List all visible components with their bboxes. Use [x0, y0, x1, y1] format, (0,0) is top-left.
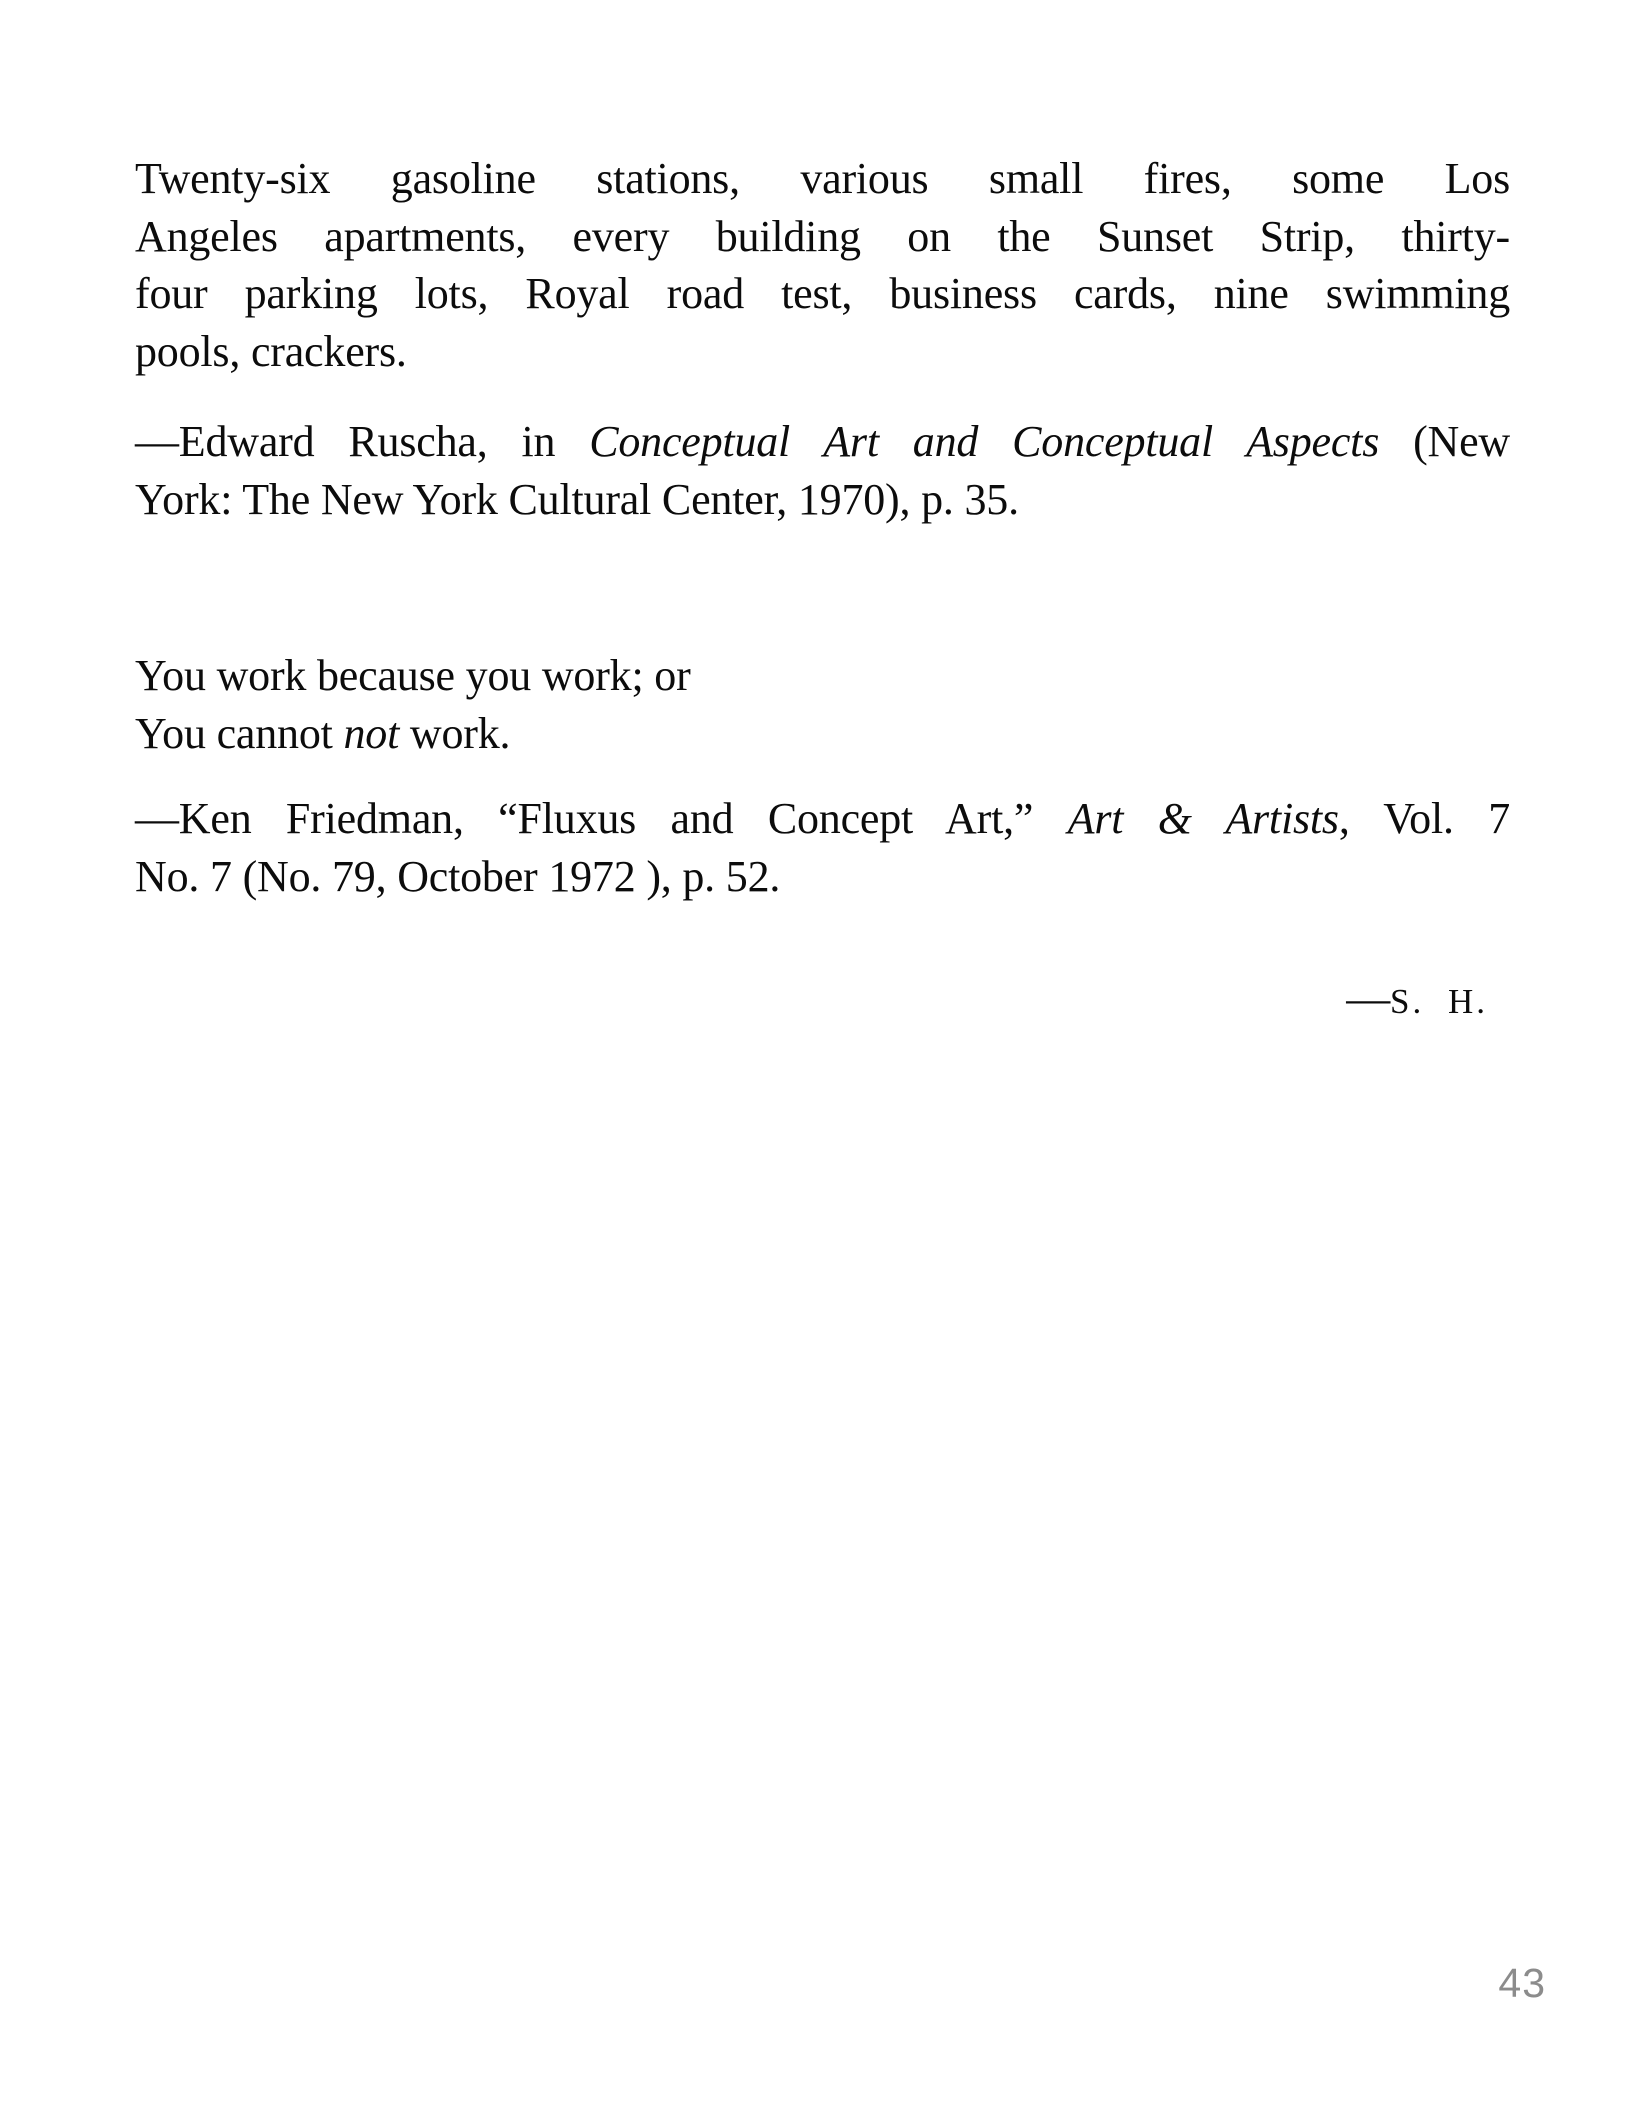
attribution-ruscha	[135, 413, 1510, 528]
signature-dash: —	[1346, 974, 1390, 1023]
attribution-line	[135, 790, 1510, 848]
attribution-line: No. 7 (No. 79, October 1972 ), p. 52.	[135, 851, 781, 901]
quote-text: work.	[399, 708, 511, 758]
quote-line: Twenty-six gasoline stations, various small fires, some Los	[135, 154, 1510, 203]
quote-line: You work because you work; or	[135, 651, 691, 700]
attribution-text: —Edward Ruscha, in	[135, 417, 590, 466]
attribution-text: , Vol. 7	[1338, 794, 1511, 843]
book-title-italic: Conceptual Art and Conceptual Aspects	[589, 417, 1380, 466]
quote-text: You cannot	[135, 708, 344, 758]
quote-line: four parking lots, Royal road test, business cards, nine swimming	[135, 269, 1510, 318]
attribution-text: —Ken Friedman, “Fluxus and Concept Art,”	[135, 794, 1068, 843]
journal-title-italic: Art & Artists	[1067, 794, 1339, 843]
signature-initials: S. H.	[1390, 982, 1488, 1021]
epigraph-quote-ruscha	[135, 150, 1510, 380]
quote-line	[135, 705, 1510, 763]
quote-line: pools, crackers.	[135, 326, 407, 376]
quote-line: Angeles apartments, every building on the Sunset Strip, thirty-	[135, 211, 1510, 261]
emphasis-italic: not	[343, 708, 400, 758]
attribution-line: York: The New York Cultural Center, 1970), p. 35.	[135, 474, 1019, 524]
attribution-line	[135, 413, 1510, 471]
attribution-friedman	[135, 790, 1510, 905]
text-column	[135, 0, 1510, 1031]
attribution-text: (New	[1379, 417, 1511, 466]
epigraph-quote-friedman	[135, 647, 1510, 762]
page-number: 43	[1498, 1960, 1546, 2006]
author-initials	[135, 970, 1510, 1031]
